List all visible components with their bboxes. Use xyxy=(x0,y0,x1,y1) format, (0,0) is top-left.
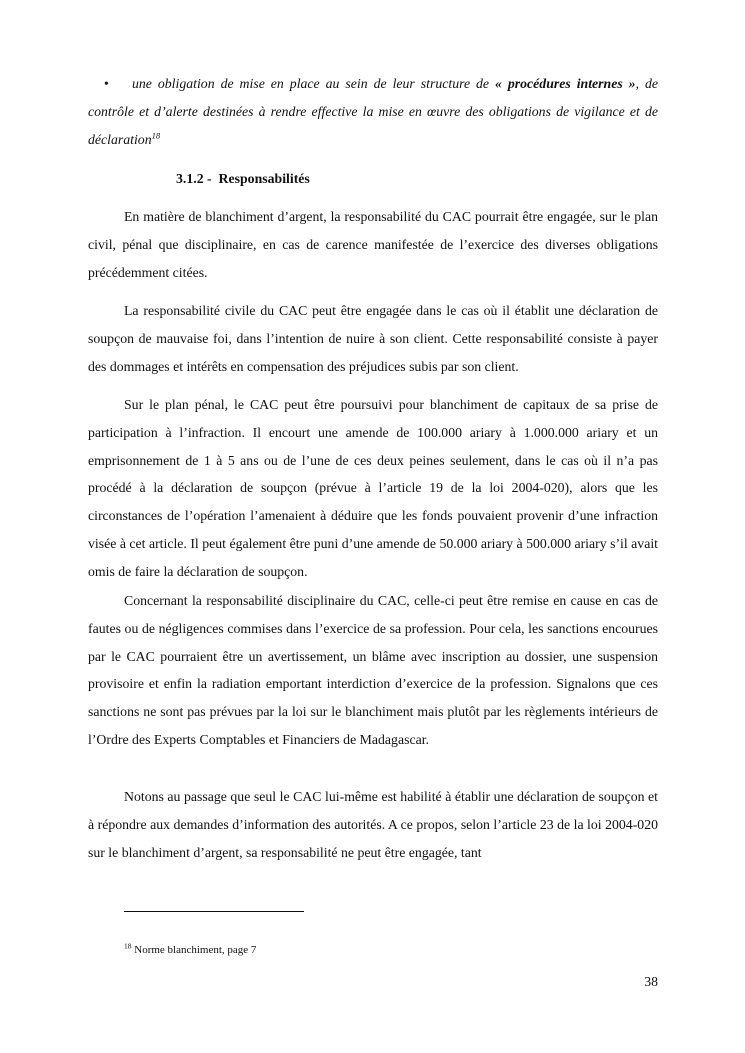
bullet-icon: • xyxy=(104,76,109,91)
section-number: 3.1.2 - xyxy=(176,171,212,186)
footnote-number: 18 xyxy=(124,941,132,951)
page-number: 38 xyxy=(644,974,658,989)
section-heading xyxy=(176,165,310,193)
bullet-text: une obligation de mise en place au sein de leur structure de « procédures internes », de contrôle et d’alerte destinées à rendre effective la mise en œuvre des obligations de vigilance et de déclaration$^{18}$ xyxy=(88,76,659,147)
footnote-text: Norme blanchiment, page 7 xyxy=(131,944,257,956)
bullet-bold-term: « procédures internes » xyxy=(495,76,636,91)
paragraph-1: En matière de blanchiment d’argent, la responsabilité du CAC pourrait être engagée, sur le plan civil, pénal que disciplinaire, en cas de carence manifestée de l’exercice des diverses obligations précédemment citées. xyxy=(88,209,658,280)
footnote xyxy=(124,942,256,958)
paragraph-3: Sur le plan pénal, le CAC peut être poursuivi pour blanchiment de capitaux de sa prise de participation à l’infraction. Il encourt une amende de 100.000 ariary à 1.000.000 ariary et un emprisonnement de 1 à 5 ans ou de l’une de ces deux peines seulement, dans le cas où il n’a pas procédé à la déclaration de soupçon (prévue à l’article 19 de la loi 2004-020), alors que les circonstances de l’opération l’amenaient à déduire que les fonds pouvaient provenir d’une infraction visée à cet article. Il peut également être puni d’une amende de 50.000 ariary à 500.000 ariary s’il avait omis de faire la déclaration de soupçon. xyxy=(88,397,658,579)
paragraph-2: La responsabilité civile du CAC peut être engagée dans le cas où il établit une déclaration de soupçon de mauvaise foi, dans l’intention de nuire à son client. Cette responsabilité consiste à payer des dommages et intérêts en compensation des préjudices subis par son client. xyxy=(88,303,658,374)
section-title: Responsabilités xyxy=(218,171,310,186)
footnote-separator xyxy=(124,911,304,912)
paragraph-4: Concernant la responsabilité disciplinaire du CAC, celle-ci peut être remise en cause en cas de fautes ou de négligences commises dans l’exercice de sa profession. Pour cela, les sanctions encourues par le CAC pourraient être un avertissement, un blâme avec inscription au dossier, une suspension provisoire et enfin la radiation emportant interdiction d’exercice de la profession. Signalons que ces sanctions ne sont pas prévues par la loi sur le blanchiment mais plutôt par les règlements intérieurs de l’Ordre des Experts Comptables et Financiers de Madagascar. xyxy=(88,593,658,747)
paragraph-5: Notons au passage que seul le CAC lui-même est habilité à établir une déclaration de soupçon et à répondre aux demandes d’information des autorités. A ce propos, selon l’article 23 de la loi 2004-020 sur le blanchiment d’argent, sa responsabilité ne peut être engagée, tant xyxy=(88,789,658,860)
footnote-reference[interactable]: 18 xyxy=(151,130,161,140)
bullet-item xyxy=(88,70,658,153)
